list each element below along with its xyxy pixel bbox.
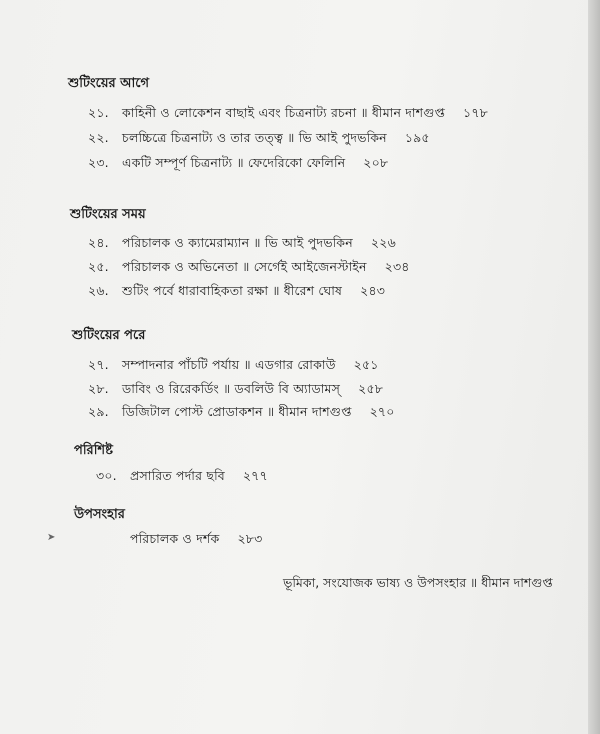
toc-entry [88, 283, 385, 303]
toc-entry [88, 357, 379, 377]
toc-entry [88, 259, 410, 279]
toc-entry [88, 381, 383, 401]
entry-page: ২৮৩ [237, 531, 263, 546]
entry-title: একটি সম্পূর্ণ চিত্রনাট্য ॥ ফেদেরিকো ফেলিনি [122, 155, 346, 170]
pencil-mark: ➤ [47, 532, 56, 543]
entry-title: পরিচালক ও ক্যামেরাম্যান ॥ ভি আই পুদভকিন [122, 235, 353, 250]
entry-page: ২৭৭ [242, 468, 268, 483]
section-heading-before-shooting: শুটিংয়ের আগে [68, 76, 150, 91]
entry-title: পরিচালক ও অভিনেতা ॥ সের্গেই আইজেনস্টাইন [122, 259, 367, 274]
entry-number: ২৬. [88, 283, 109, 298]
entry-title: চলচ্চিত্রে চিত্রনাট্য ও তার তত্ত্ব ॥ ভি আই পুদভকিন [122, 130, 387, 145]
toc-entry [88, 235, 396, 255]
entry-page: ২৫১ [353, 357, 379, 372]
entry-title: সম্পাদনার পাঁচটি পর্যায় ॥ এডগার রোকাউ [122, 357, 336, 372]
entry-page: ১৭৮ [463, 105, 488, 120]
entry-page: ২৭০ [369, 404, 395, 419]
entry-number: ২৪. [88, 235, 109, 250]
entry-number: ২৯. [88, 404, 109, 419]
entry-page: ২৩৪ [384, 259, 410, 274]
entry-number: ২৫. [88, 259, 109, 274]
section-heading-during-shooting: শুটিংয়ের সময় [70, 207, 146, 222]
toc-entry [130, 531, 262, 551]
toc-entry [88, 130, 430, 150]
toc-entry [96, 468, 268, 488]
entry-page: ১৯৫ [404, 130, 430, 145]
entry-page: ২৫৮ [358, 381, 384, 396]
entry-title: ডাবিং ও রিরেকর্ডিং ॥ ডবলিউ বি অ্যাডামস্ [122, 381, 341, 396]
entry-number: ২৭. [88, 357, 109, 372]
entry-number: ২৮. [88, 381, 109, 396]
toc-entry [88, 404, 395, 424]
entry-page: ২২৬ [370, 235, 396, 250]
section-heading-conclusion: উপসংহার [74, 507, 125, 522]
toc-entry [88, 105, 488, 125]
section-heading-after-shooting: শুটিংয়ের পরে [72, 328, 146, 343]
entry-number: ২২. [88, 130, 109, 145]
page-edge [588, 0, 600, 734]
entry-title: শুটিং পর্বে ধারাবাহিকতা রক্ষা ॥ ধীরেশ ঘোষ [122, 283, 343, 298]
toc-entry [88, 155, 388, 175]
entry-number: ২৩. [88, 155, 109, 170]
entry-page: ২০৮ [363, 155, 389, 170]
entry-title: প্রসারিত পর্দার ছবি [130, 468, 225, 483]
entry-number: ২১. [88, 105, 109, 120]
entry-title: পরিচালক ও দর্শক [130, 531, 220, 546]
entry-title: ডিজিটাল পোস্ট প্রোডাকশন ॥ ধীমান দাশগুপ্ত [122, 404, 352, 419]
section-heading-appendix: পরিশিষ্ট [74, 443, 113, 458]
entry-page: ২৪৩ [360, 283, 386, 298]
entry-number: ৩০. [96, 468, 117, 483]
closing-credit-line: ভূমিকা, সংযোজক ভাষ্য ও উপসংহার ॥ ধীমান দাশগুপ্ত [283, 575, 553, 590]
entry-title: কাহিনী ও লোকেশন বাছাই এবং চিত্রনাট্য রচনা ॥ ধীমান দাশগুপ্ত [122, 105, 446, 120]
